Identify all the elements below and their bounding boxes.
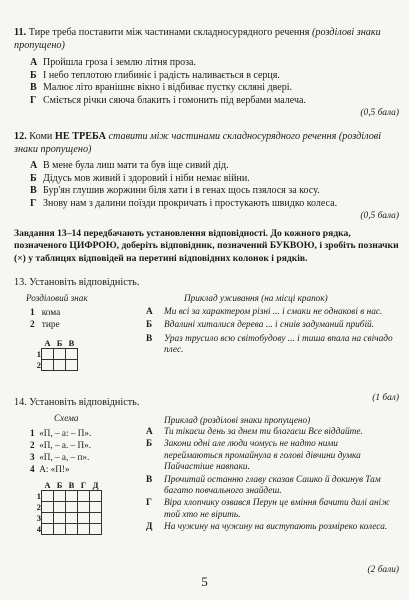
question-text: Тире треба поставити між частинами складносурядного речення	[28, 27, 310, 38]
grid-cell[interactable]	[78, 524, 90, 535]
item-text: «П, – а: – П».	[39, 428, 92, 438]
option-letter: Д	[146, 522, 153, 533]
grid-cell[interactable]	[54, 502, 66, 513]
grid-cell[interactable]	[54, 513, 66, 524]
grid-cell[interactable]	[78, 502, 90, 513]
grid-cell[interactable]	[90, 491, 102, 502]
option-letter: А	[30, 160, 38, 171]
option-text: На чужину на чужину на виступають розміреко колеса.	[164, 522, 388, 533]
option-letter: А	[30, 57, 38, 68]
grid-row-header: 1	[36, 349, 41, 359]
answer-grid-13	[30, 338, 78, 371]
score-label: (0,5 бала)	[360, 211, 399, 222]
option-a[interactable]	[14, 160, 399, 173]
option-letter: Б	[146, 439, 153, 450]
option-d[interactable]	[14, 198, 399, 211]
item-number: 4	[30, 464, 35, 474]
question-12	[14, 130, 399, 222]
option-letter: Б	[30, 172, 37, 184]
grid-cell[interactable]	[66, 524, 78, 535]
grid-cell[interactable]	[42, 502, 54, 513]
option-letter: В	[146, 474, 153, 485]
left-item-1	[30, 427, 91, 439]
right-options	[146, 427, 398, 534]
grid-col-header: А	[44, 338, 51, 348]
grid-row-header: 2	[36, 360, 41, 370]
match-option-a	[146, 427, 398, 438]
item-text: «П, – а, – п».	[39, 452, 90, 462]
right-options	[146, 307, 398, 357]
grid-cell[interactable]	[90, 513, 102, 524]
grid-cell[interactable]	[90, 524, 102, 535]
question-text: ставити між частинами складносурядного речення	[108, 131, 337, 142]
item-text: «П, – а. – П».	[39, 440, 91, 450]
option-a[interactable]	[14, 57, 399, 70]
match-option-a	[146, 307, 398, 318]
score-label: (0,5 бала)	[360, 108, 399, 119]
grid-cell[interactable]	[90, 502, 102, 513]
question-11	[14, 26, 399, 119]
question-number: 12.	[14, 131, 27, 142]
option-letter: В	[30, 82, 37, 94]
grid-col-header: В	[68, 338, 75, 348]
option-text: Бур'ян глушив жоржини біля хати і в генах щось пзялося за косу.	[43, 185, 320, 197]
question-emphasis: НЕ ТРЕБА	[54, 131, 106, 142]
grid-cell[interactable]	[54, 349, 66, 360]
option-text: Ти тікаєш день за днем ти благаєш Все віддайте.	[164, 427, 363, 437]
option-letter: В	[146, 333, 153, 344]
item-text: кома	[41, 308, 61, 318]
option-b[interactable]	[14, 173, 399, 186]
option-d[interactable]	[14, 95, 399, 108]
left-item-1	[30, 307, 60, 319]
grid-col-header: Б	[56, 480, 63, 490]
option-text: Ми всі за характером різні ... і смаки не однакові в нас.	[164, 307, 383, 317]
option-b[interactable]	[14, 70, 399, 83]
question-text-pre: Коми	[29, 131, 53, 142]
item-text: А: «П!»	[39, 464, 70, 474]
item-number: 1	[30, 428, 35, 438]
question-number: 11.	[14, 27, 27, 38]
option-list	[14, 57, 399, 107]
instructions-text: Завдання 13–14 передбачають установлення відповідності. До кожного рядка, позначеного ЦИФРОЮ, доберіть відповідник, позначений БУКВОЮ, і зробіть позначки (×) у таблицях відповідей на перетині відповідних колонок і рядків.	[14, 228, 399, 264]
item-text: тире	[41, 320, 60, 330]
question-12-prompt	[14, 130, 399, 156]
option-list	[14, 160, 399, 210]
grid-row-header: 3	[36, 513, 41, 523]
question-14	[14, 396, 399, 576]
grid-row-header: 2	[36, 502, 41, 512]
grid-cell[interactable]	[42, 349, 54, 360]
option-letter: А	[146, 307, 153, 317]
grid-cell[interactable]	[66, 513, 78, 524]
option-text: Знову нам з далини поїзди прокричать і простукають швидко колеса.	[43, 197, 338, 209]
option-letter: В	[30, 185, 37, 197]
grid-cell[interactable]	[42, 513, 54, 524]
option-letter: Г	[146, 498, 152, 509]
item-number: 2	[30, 320, 35, 330]
option-text: Дідусь мов живий і здоровий і ніби немає війни.	[43, 172, 250, 184]
option-text: Пройшла гроза і землю літня проза.	[43, 57, 196, 68]
left-column-header: Розділовий знак	[26, 293, 88, 303]
grid-cell[interactable]	[42, 524, 54, 535]
left-items	[30, 307, 60, 331]
grid-col-header: Д	[92, 480, 99, 490]
grid-cell[interactable]	[42, 491, 54, 502]
question-13	[14, 276, 399, 404]
match-option-b	[146, 439, 398, 473]
left-items	[30, 427, 91, 475]
answer-grid-14	[30, 480, 102, 535]
match-option-b	[146, 320, 398, 331]
right-column-header: Приклад уживання (на місці крапок)	[184, 293, 328, 303]
page-number: 5	[201, 574, 208, 589]
match-option-c	[146, 334, 398, 357]
question-note: (розділові знаки пропущено)	[14, 27, 381, 51]
left-item-4	[30, 463, 91, 475]
option-text: Малює літо вранішнє вікно і відбиває пустку скляні двері.	[43, 82, 293, 94]
left-column-header: Схема	[54, 413, 79, 423]
grid-cell[interactable]	[66, 502, 78, 513]
question-13-title: 13. Установіть відповідність.	[14, 277, 140, 288]
right-column-header: Приклад (розділові знаки пропущено)	[164, 415, 311, 425]
grid-col-header: А	[44, 480, 51, 490]
option-letter: Б	[146, 320, 153, 331]
instructions-block	[14, 228, 399, 265]
left-item-3	[30, 451, 91, 463]
option-text: В мене була лиш мати та був іще сивий дід.	[43, 160, 229, 171]
grid-row-header: 1	[36, 491, 41, 501]
option-text: Ураз трусило всю світобудову ... і тиша впала на свічадо плес.	[164, 333, 393, 356]
question-11-prompt	[14, 26, 399, 52]
grid-cell[interactable]	[54, 360, 66, 371]
grid-col-header: Г	[80, 480, 87, 490]
grid-col-header: В	[68, 480, 75, 490]
question-note: (розділові знаки пропущено)	[14, 131, 382, 155]
match-option-e	[146, 522, 398, 533]
grid-cell[interactable]	[54, 491, 66, 502]
left-item-2	[30, 319, 60, 331]
item-number: 3	[30, 452, 35, 462]
match-option-d	[146, 498, 398, 521]
matching-area	[14, 412, 399, 562]
grid-cell[interactable]	[66, 360, 78, 371]
match-option-c	[146, 475, 398, 498]
grid-cell[interactable]	[66, 491, 78, 502]
grid-row-header: 4	[36, 524, 41, 534]
matching-area	[14, 292, 399, 392]
option-text: І небо теплотою глибиніє і радість наливається в серця.	[43, 69, 280, 81]
score-label: (1 бал)	[372, 393, 399, 403]
option-text: Прочитай останню главу сказав Сашко й докинув Там багато повчального знайдеш.	[164, 474, 381, 497]
item-number: 2	[30, 440, 35, 450]
grid-cell[interactable]	[66, 349, 78, 360]
grid-cell[interactable]	[78, 513, 90, 524]
grid-cell[interactable]	[42, 360, 54, 371]
option-text: Вдалині хиталися дерева ... і сниів задуманий прибій.	[164, 320, 375, 331]
option-letter: А	[146, 427, 153, 437]
option-letter: Г	[30, 197, 37, 209]
grid-cell[interactable]	[54, 524, 66, 535]
option-letter: Г	[30, 94, 37, 106]
option-c[interactable]	[14, 82, 399, 95]
question-14-title: 14. Установіть відповідність.	[14, 397, 140, 408]
option-text: Сміється річки сяюча блакить і гомонить під вербами малеча.	[43, 94, 306, 106]
option-letter: Б	[30, 69, 37, 81]
option-c[interactable]	[14, 185, 399, 198]
grid-cell[interactable]	[78, 491, 90, 502]
score-label: (2 бали)	[367, 565, 399, 575]
item-number: 1	[30, 308, 35, 318]
left-item-2	[30, 439, 91, 451]
grid-col-header: Б	[56, 338, 63, 348]
option-text: Віра хлопчику озвався Перун це вміння бачити далі аніж той хто не вірить.	[164, 498, 390, 520]
option-text: Закони одні але люди чомусь не надто ними переймаються промайнула в голові дівчини думка Пайчастіше навпаки.	[164, 439, 361, 473]
